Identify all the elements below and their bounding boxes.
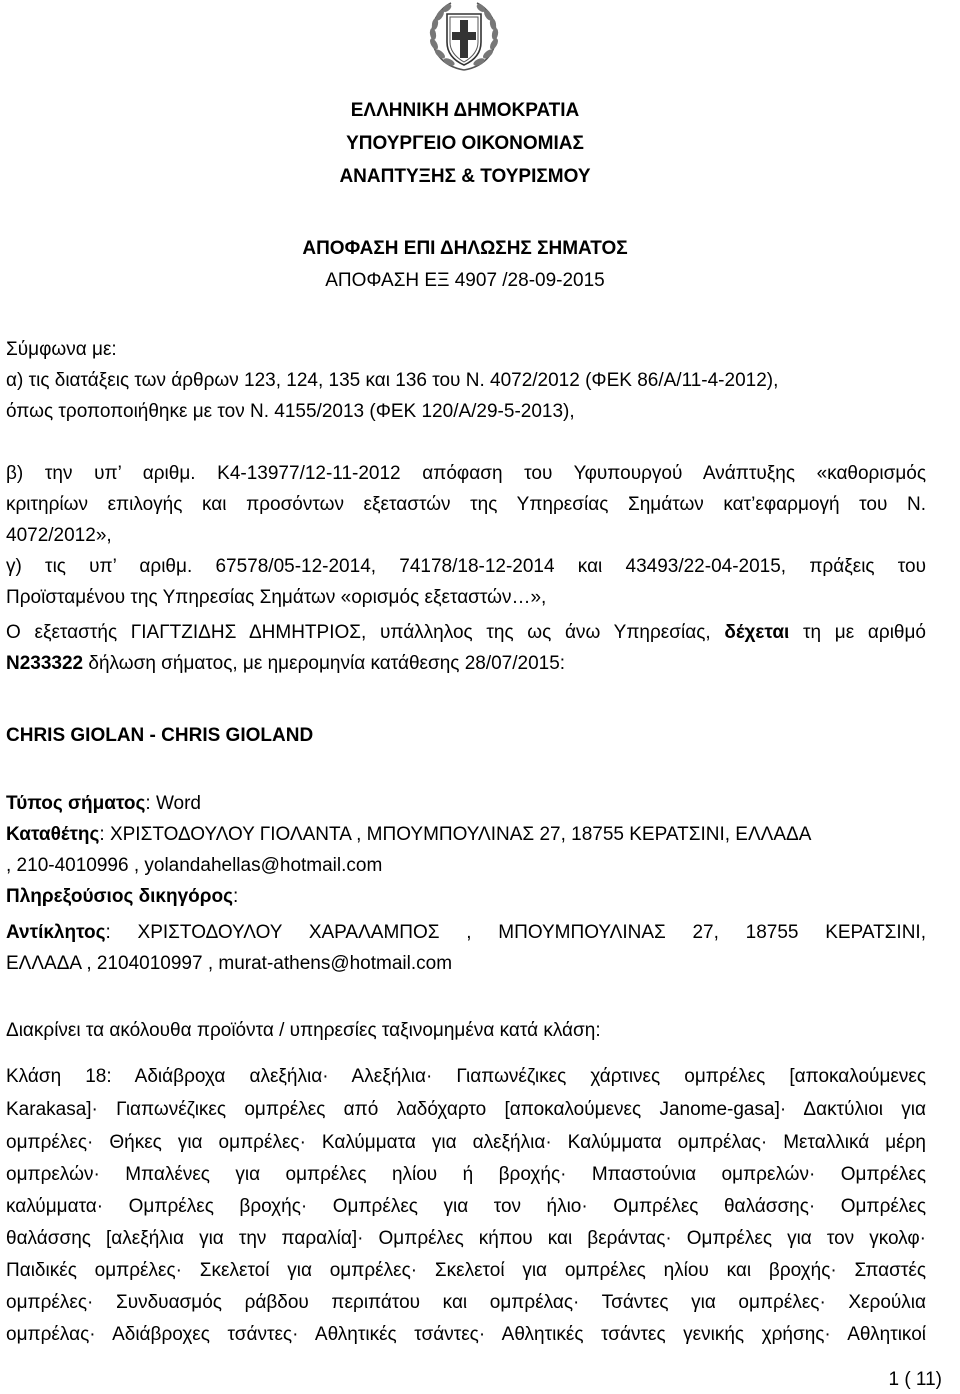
classes-intro: Διακρίνει τα ακόλουθα προϊόντα / υπηρεσίες ταξινομημένα κατά κλάση: (6, 1020, 601, 1041)
preamble-c-line1: γ) τις υπ’ αριθμ. 67578/05-12-2014, 74178/18-12-2014 και 43493/22-04-2015, πράξεις του (6, 556, 926, 577)
preamble-b-line1: β) την υπ’ αριθμ. Κ4-13977/12-11-2012 απόφαση του Υφυπουργού Ανάπτυξης «καθορισμός (6, 463, 926, 484)
class-line: Παιδικές ομπρέλες· Σκελετοί για ομπρέλες· Σκελετοί για ομπρέλες ηλίου και βροχής· Σπαστές (6, 1260, 926, 1281)
class-line: καλύμματα· Ομπρέλες βροχής· Ομπρέλες για τον ήλιο· Ομπρέλες θαλάσσης· Ομπρέλες (6, 1196, 926, 1217)
class-line: θαλάσσης [αλεξήλια για την παραλία]· Ομπρέλες κήπου και βεράντας· Ομπρέλες για τον γκολφ· (6, 1228, 926, 1249)
application-number: Ν233322 (6, 653, 84, 674)
examiner-text-2: τη με αριθμό (803, 622, 926, 643)
class-line: ομπρέλες· Θήκες για ομπρέλες· Καλύμματα για αλεξήλια· Καλύμματα ομπρέλας· Μεταλλικά μέρη (6, 1132, 926, 1153)
applicant-row (6, 824, 811, 846)
decision-number: ΑΠΟΦΑΣΗ ΕΞ 4907 /28-09-2015 (325, 270, 605, 291)
ministry-name-line2: ΑΝΑΠΤΥΞΗΣ & ΤΟΥΡΙΣΜΟΥ (339, 166, 591, 187)
attorney-label: Πληρεξούσιος δικηγόρος (6, 886, 234, 907)
examiner-text-3: δήλωση σήματος, με ημερομηνία κατάθεσης 28/07/2015: (88, 653, 566, 674)
attorney-value: : (233, 886, 239, 907)
preamble-a-line2: όπως τροποποιήθηκε με τον Ν. 4155/2013 (ΦΕΚ 120/Α/29-5-2013), (6, 401, 575, 422)
country-name: ΕΛΛΗΝΙΚΗ ΔΗΜΟΚΡΑΤΙΑ (350, 100, 580, 121)
applicant-line1: : ΧΡΙΣΤΟΔΟΥΛΟΥ ΓΙΟΛΑΝΤΑ , ΜΠΟΥΜΠΟΥΛΙΝΑΣ 27, 18755 ΚΕΡΑΤΣΙΝΙ, ΕΛΛΑΔΑ (99, 824, 812, 845)
preamble-a-line1: α) τις διατάξεις των άρθρων 123, 124, 135 και 136 του Ν. 4072/2012 (ΦΕΚ 86/Α/11-4-2012), (6, 370, 779, 391)
class-line: ομπρέλας· Αδιάβροχες τσάντες· Αθλητικές τσάντες· Αθλητικές τσάντες γενικής χρήσης· Αθλητικοί (6, 1324, 926, 1345)
examiner-statement-line1 (6, 622, 926, 644)
page-number: 1 ( 11) (888, 1369, 942, 1390)
examiner-text: Ο εξεταστής ΓΙΑΓΤΖΙΔΗΣ ΔΗΜΗΤΡΙΟΣ, υπάλληλος της ως άνω Υπηρεσίας, (6, 622, 711, 643)
applicant-label: Καταθέτης (6, 824, 100, 845)
representative-line2: ΕΛΛΑΔΑ , 2104010997 , murat-athens@hotmail.com (6, 953, 453, 974)
examiner-statement-line2 (6, 653, 565, 675)
representative-line1: : ΧΡΙΣΤΟΔΟΥΛΟΥ ΧΑΡΑΛΑΜΠΟΣ , ΜΠΟΥΜΠΟΥΛΙΝΑΣ 27, 18755 ΚΕΡΑΤΣΙΝΙ, (105, 922, 926, 943)
mark-type-label: Τύπος σήματος (6, 793, 146, 814)
class-line: Κλάση 18: Αδιάβροχα αλεξήλια· Αλεξήλια· Γιαπωνέζικες χάρτινες ομπρέλες [αποκαλούμενες (6, 1066, 926, 1087)
mark-type-value: : Word (145, 793, 201, 814)
accepts-keyword: δέχεται (724, 622, 790, 643)
applicant-line2: , 210-4010996 , yolandahellas@hotmail.com (6, 855, 383, 876)
class-line: ομπρελών· Μπαλένες για ομπρέλες ηλίου ή βροχής· Μπαστούνια ομπρελών· Ομπρέλες (6, 1164, 926, 1185)
representative-label: Αντίκλητος (6, 922, 106, 943)
preamble-c-line2: Προϊσταμένου της Υπηρεσίας Σημάτων «ορισμός εξεταστών…», (6, 587, 547, 608)
representative-row (6, 922, 926, 944)
preamble-intro: Σύμφωνα με: (6, 339, 117, 360)
decision-title: ΑΠΟΦΑΣΗ ΕΠΙ ΔΗΛΩΣΗΣ ΣΗΜΑΤΟΣ (302, 238, 628, 259)
greek-emblem-icon (423, 0, 505, 74)
preamble-b-line3: 4072/2012», (6, 525, 112, 546)
class-line: Karakasa]· Γιαπωνέζικες ομπρέλες από λαδόχαρτο [αποκαλούμενες Janome-gasa]· Δακτύλιοι για (6, 1099, 926, 1120)
ministry-name-line1: ΥΠΟΥΡΓΕΙΟ ΟΙΚΟΝΟΜΙΑΣ (346, 133, 584, 154)
mark-type-row (6, 793, 201, 815)
class-line: ομπρέλες· Συνδυασμός ράβδου περιπάτου και ομπρέλας· Τσάντες για ομπρέλες· Χερούλια (6, 1292, 926, 1313)
attorney-row (6, 886, 238, 908)
mark-name: CHRIS GIOLAN - CHRIS GIOLAND (6, 725, 314, 746)
preamble-b-line2: κριτηρίων επιλογής και προσόντων εξεταστών της Υπηρεσίας Σημάτων κατ’εφαρμογή του Ν. (6, 494, 926, 515)
